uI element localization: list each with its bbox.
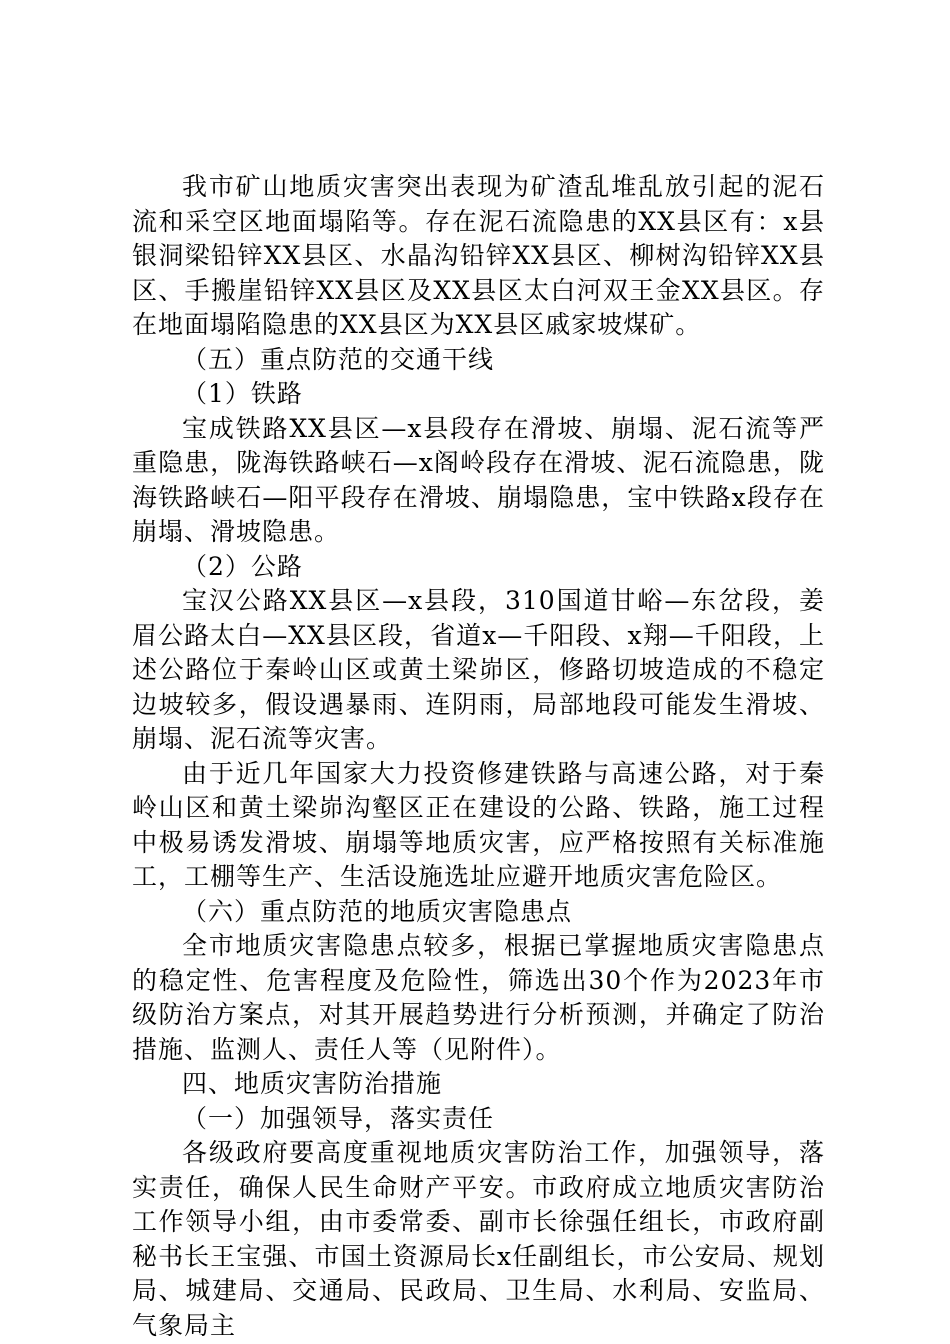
heading-hazard-points: （六）重点防范的地质灾害隐患点 (182, 896, 573, 926)
heading-highway: （2）公路 (182, 551, 303, 581)
paragraph-leadership: 各级政府要高度重视地质灾害防治工作，加强领导，落实责任，确保人民生命财产平安。市政府成立地质灾害防治工作领导小组，由市委常委、副市长徐强任组长，市政府副秘书长王宝强、市国土资源局长x任副组长，市公安局、规划局、城建局、交通局、民政局、卫生局、水利局、安监局、气象局主 (132, 1138, 825, 1340)
heading-railway: （1）铁路 (182, 379, 303, 408)
paragraph-highway: 宝汉公路XX县区—x县段，310国道甘峪—东岔段，姜眉公路太白—XX县区段，省道x—千阳段、x翔—千阳段，上述公路位于秦岭山区或黄土梁峁区，修路切坡造成的不稳定边坡较多，假设遇暴雨、连阴雨，局部地段可能发生滑坡、崩塌、泥石流等灾害。 (132, 586, 825, 753)
heading-traffic-lines: （五）重点防范的交通干线 (182, 344, 495, 374)
paragraph-construction: 由于近几年国家大力投资修建铁路与高速公路，对于秦岭山区和黄土梁峁沟壑区正在建设的公路、铁路，施工过程中极易诱发滑坡、崩塌等地质灾害，应严格按照有关标准施工，工棚等生产、生活设施选址应避开地质灾害危险区。 (132, 758, 825, 891)
paragraph-mine-hazards: 我市矿山地质灾害突出表现为矿渣乱堆乱放引起的泥石流和采空区地面塌陷等。存在泥石流隐患的XX县区有：x县银洞梁铅锌XX县区、水晶沟铅锌XX县区、柳树沟铅锌XX县区、手搬崖铅锌XX县区及XX县区太白河双王金XX县区。存在地面塌陷隐患的XX县区为XX县区戚家坡煤矿。 (132, 172, 825, 339)
paragraph-railway: 宝成铁路XX县区—x县段存在滑坡、崩塌、泥石流等严重隐患，陇海铁路峡石—x阁岭段存在滑坡、泥石流隐患，陇海铁路峡石—阳平段存在滑坡、崩塌隐患，宝中铁路x段存在崩塌、滑坡隐患。 (132, 413, 825, 546)
heading-leadership: （一）加强领导，落实责任 (182, 1103, 495, 1133)
document-body (132, 170, 825, 1343)
heading-prevention-measures: 四、地质灾害防治措施 (182, 1069, 443, 1098)
paragraph-hazard-points: 全市地质灾害隐患点较多，根据已掌握地质灾害隐患点的稳定性、危害程度及危险性，筛选出30个作为2023年市级防治方案点，对其开展趋势进行分析预测，并确定了防治措施、监测人、责任人等（见附件）。 (132, 931, 825, 1064)
